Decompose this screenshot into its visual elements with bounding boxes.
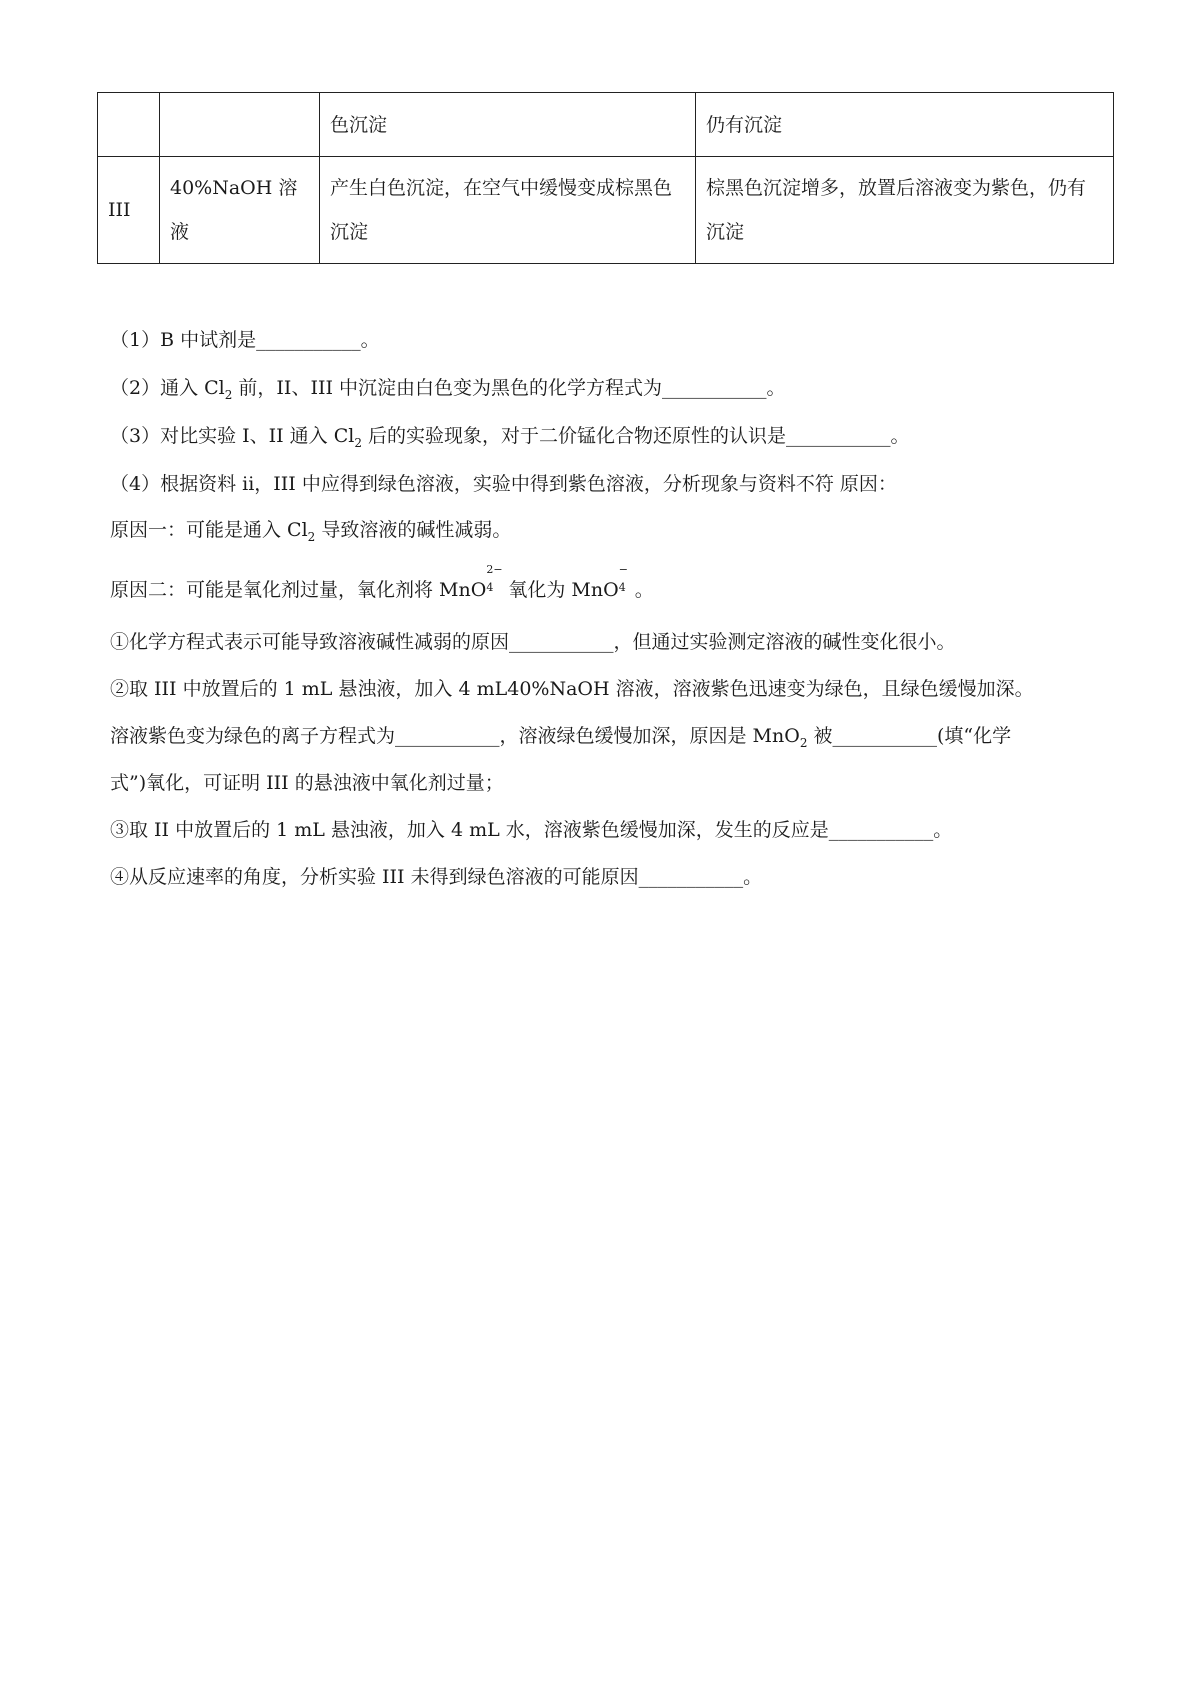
subscript: 2 — [799, 735, 808, 750]
ion-formula: MnO — [439, 579, 487, 601]
text: 前，II、III 中沉淀由白色变为黑色的化学方程式为___________。 — [232, 377, 786, 399]
permanganate-ion — [571, 563, 634, 605]
text: （3）对比实验 I、II 通入 Cl — [110, 425, 355, 447]
subscript: 2 — [224, 387, 233, 402]
question-4: （4）根据资料 ii，III 中应得到绿色溶液，实验中得到紫色溶液，分析现象与资料不符 原因： — [110, 473, 897, 495]
question-1: （1）B 中试剂是___________。 — [110, 329, 380, 351]
text: （2）通入 Cl — [110, 377, 225, 399]
sub-question-2-line-2 — [110, 721, 1011, 758]
sub-question-2: ②取 III 中放置后的 1 mL 悬浊液，加入 4 mL40%NaOH 溶液，溶液紫色迅速变为绿色，且绿色缓慢加深。 — [110, 678, 1034, 700]
ion-subscript: 4 — [618, 581, 626, 594]
manganate-ion — [439, 563, 503, 605]
question-2 — [110, 373, 786, 410]
subscript: 2 — [307, 529, 316, 544]
question-3 — [110, 421, 910, 458]
text: 后的实验现象，对于二价锰化合物还原性的认识是___________。 — [361, 425, 910, 447]
text: 原因二：可能是氧化剂过量，氧化剂将 — [110, 579, 440, 601]
reason-one — [110, 515, 511, 552]
table-cell: 产生白色沉淀，在空气中缓慢变成棕黑色沉淀 — [320, 157, 696, 264]
sub-question-1: ①化学方程式表示可能导致溶液碱性减弱的原因___________，但通过实验测定溶液的碱性变化很小。 — [110, 631, 956, 653]
sub-question-4: ④从反应速率的角度，分析实验 III 未得到绿色溶液的可能原因___________。 — [110, 866, 763, 888]
text: 原因一：可能是通入 Cl — [110, 519, 308, 541]
table-row — [98, 93, 1114, 157]
ion-subscript: 4 — [486, 581, 494, 594]
text: 。 — [634, 579, 654, 601]
text: 导致溶液的碱性减弱。 — [315, 519, 512, 541]
table-cell: 棕黑色沉淀增多，放置后溶液变为紫色，仍有沉淀 — [696, 157, 1114, 264]
table-row — [98, 157, 1114, 264]
sub-question-3: ③取 II 中放置后的 1 mL 悬浊液，加入 4 mL 水，溶液紫色缓慢加深，发生的反应是___________。 — [110, 819, 953, 841]
table-cell: 仍有沉淀 — [696, 93, 1114, 157]
table-cell: 色沉淀 — [320, 93, 696, 157]
experiment-table — [97, 92, 1114, 264]
ion-formula: MnO — [571, 579, 619, 601]
text: 氧化为 — [502, 579, 572, 601]
text: 溶液紫色变为绿色的离子方程式为___________，溶液绿色缓慢加深，原因是 MnO — [110, 725, 800, 747]
ion-charge: 2− — [486, 563, 503, 576]
text: 被___________(填“化学 — [807, 725, 1012, 747]
ion-charge: − — [618, 563, 628, 576]
table-cell: 40%NaOH 溶液 — [160, 157, 320, 264]
table-cell — [98, 93, 160, 157]
subscript: 2 — [354, 435, 362, 450]
reason-two — [110, 563, 654, 605]
table-cell — [160, 93, 320, 157]
sub-question-2-line-3: 式”)氧化，可证明 III 的悬浊液中氧化剂过量； — [110, 772, 504, 794]
table-cell: III — [98, 157, 160, 264]
